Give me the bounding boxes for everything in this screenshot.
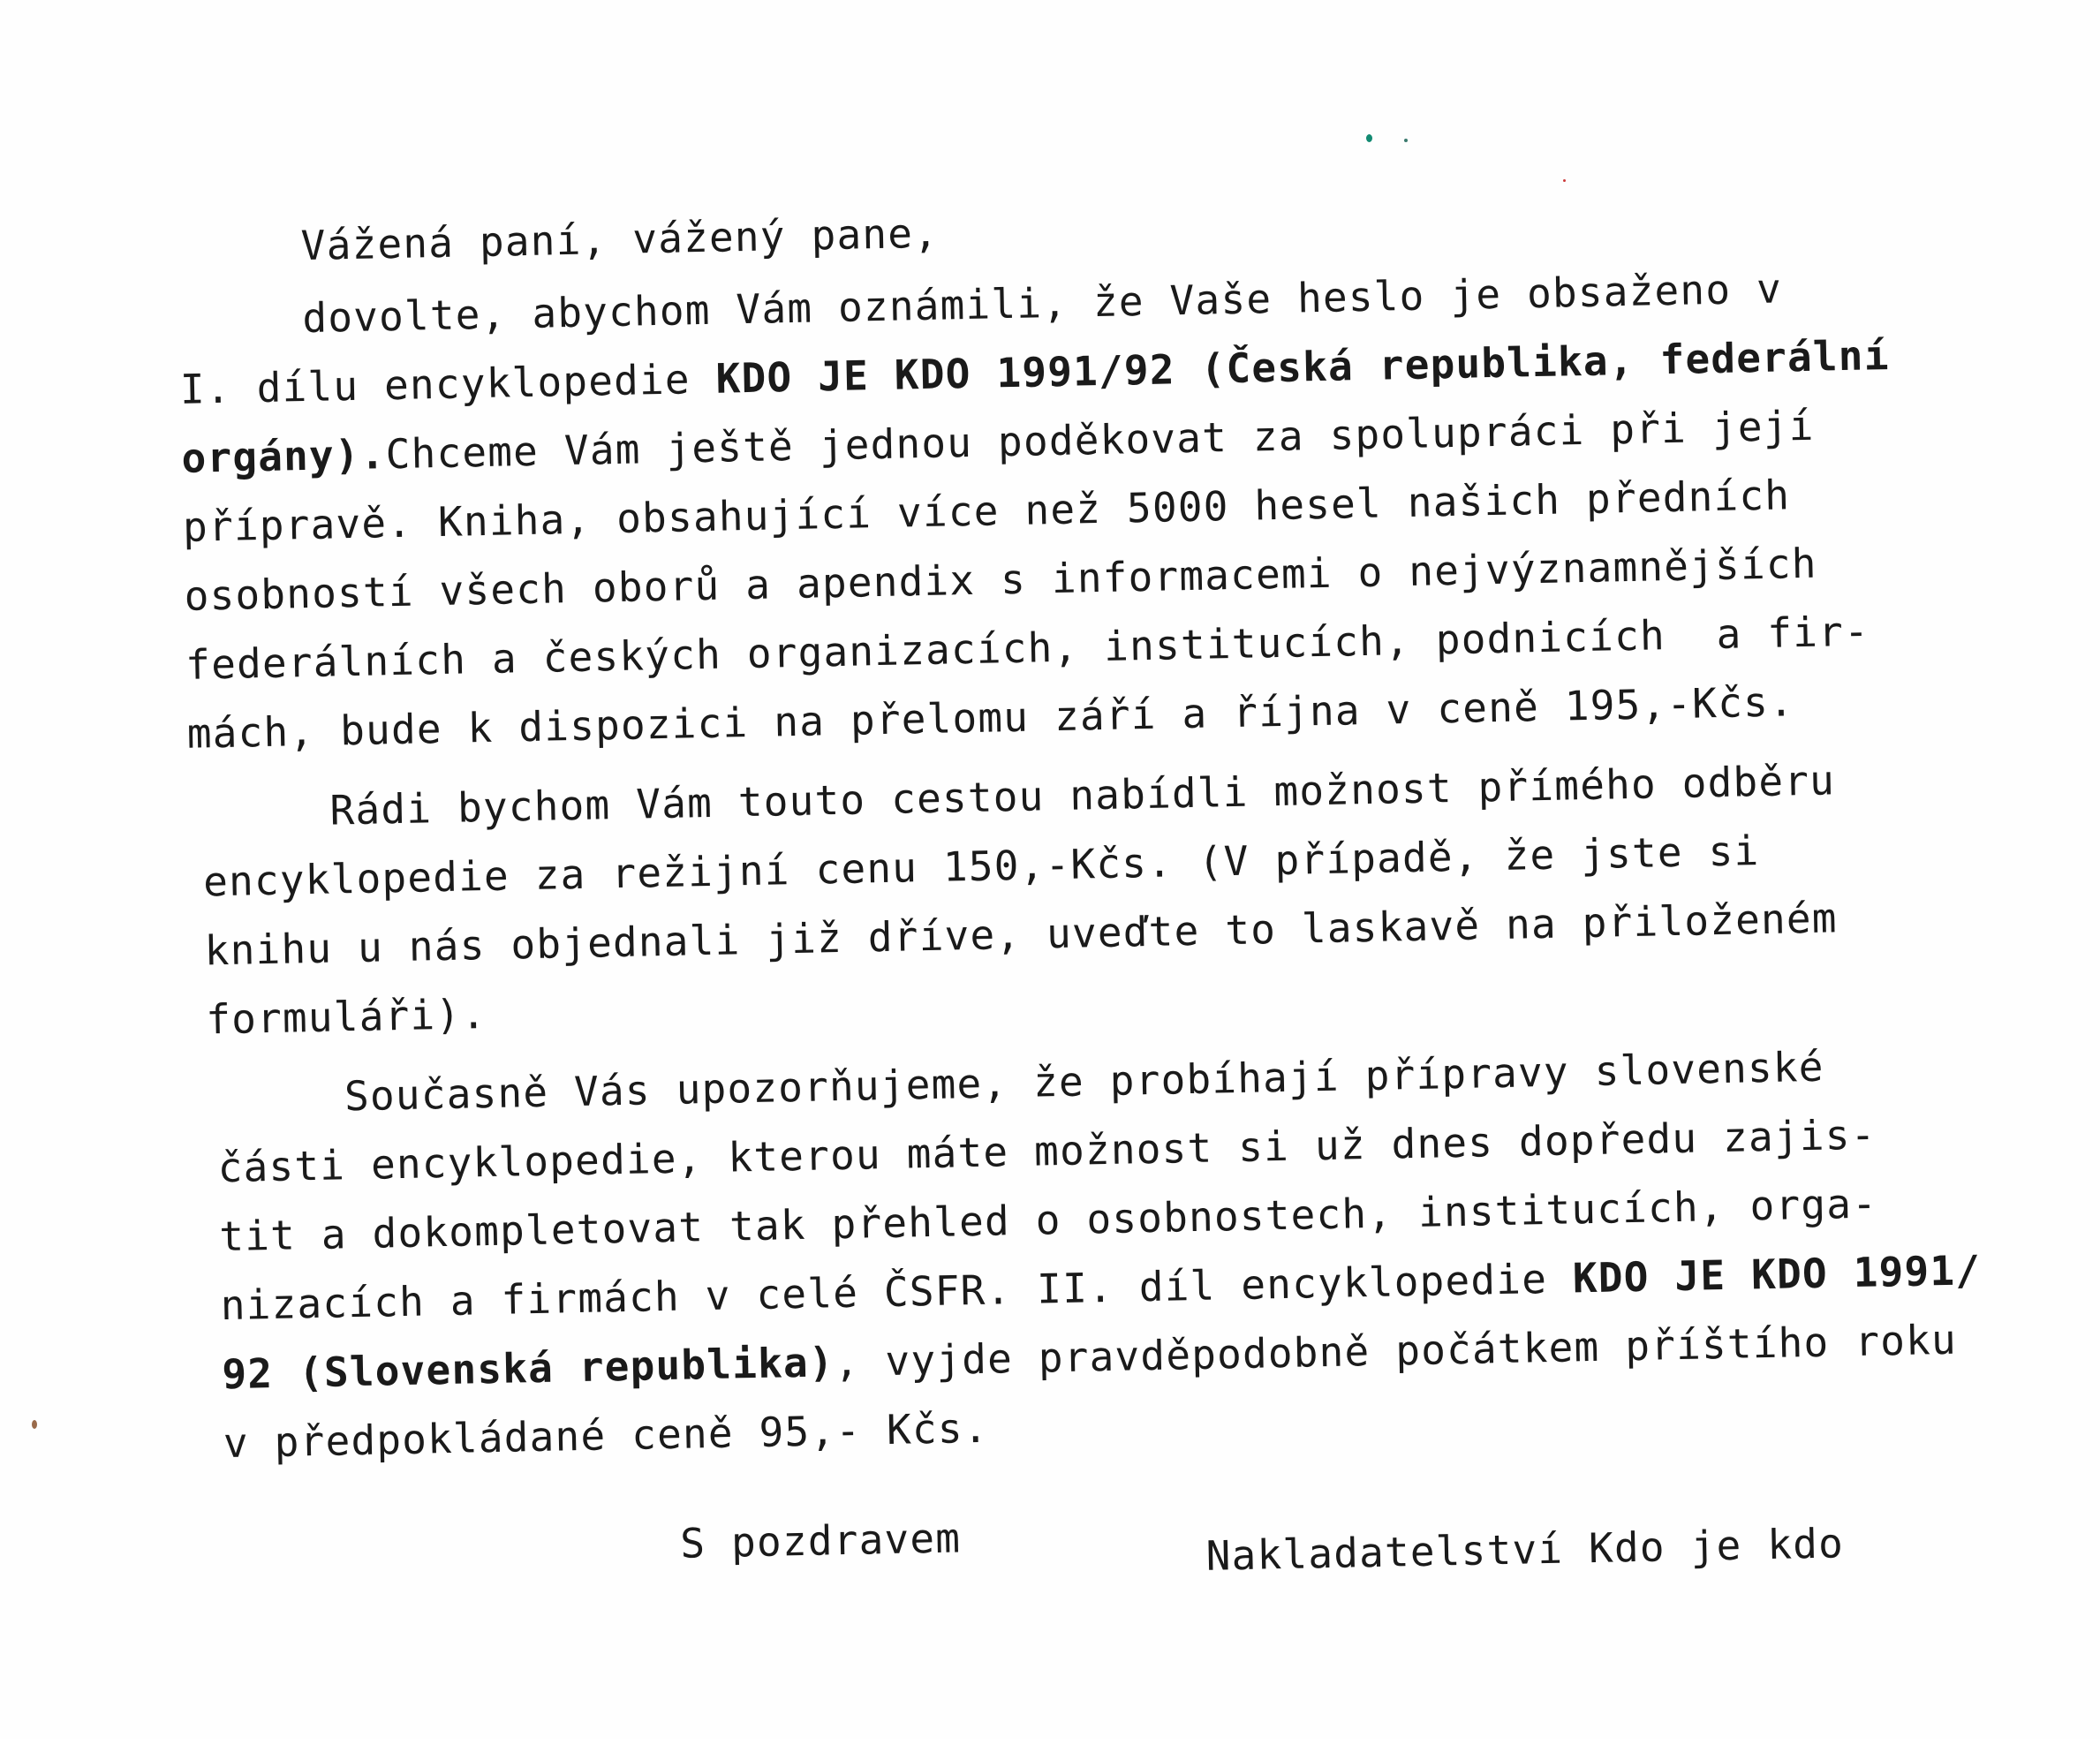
text: Chceme Vám ještě jednou poděkovat za spolupráci při její [385, 401, 1815, 479]
paragraph-2-line-1: Rádi bychom Vám touto cestou nabídli možnost přímého odběru [329, 756, 1836, 835]
paragraph-1-line-2 [179, 331, 1891, 413]
paragraph-1-line-1: dovolte, abychom Vám oznámili, že Vaše heslo je obsaženo v [301, 264, 1783, 343]
text: nizacích a firmách v celé ČSFR. II. díl encyklopedie [220, 1254, 1574, 1330]
paragraph-2-line-2: encyklopedie za režijní cenu 150,-Kčs. (V případě, že jste si [202, 827, 1760, 906]
paragraph-2-line-4: formuláři). [205, 990, 487, 1044]
paragraph-1-line-3 [181, 401, 1815, 482]
paragraph-3-line-6: v předpokládané ceně 95,- Kčs. [223, 1403, 990, 1468]
book-title-bold: orgány). [181, 430, 387, 482]
book-title-bold: 92 (Slovenská republika) [221, 1338, 835, 1399]
closing: S pozdravem [679, 1514, 962, 1567]
paragraph-3-line-4 [220, 1246, 1982, 1330]
paragraph-2-line-3: knihu u nás objednali již dříve, uveďte to laskavě na přiloženém [204, 894, 1839, 975]
book-title-bold: KDO JE KDO 1991/92 (Česká republika, federální [715, 331, 1891, 403]
paragraph-1-line-6: federálních a českých organizacích, institucích, podnicích a fir- [185, 607, 1870, 689]
signature: Nakladatelství Kdo je kdo [1205, 1519, 1845, 1580]
paragraph-1-line-4: přípravě. Kniha, obsahující více než 5000 hesel našich předních [182, 471, 1791, 551]
paragraph-3-line-2: části encyklopedie, kterou máte možnost si už dnes dopředu zajis- [217, 1110, 1877, 1192]
text: I. dílu encyklopedie [179, 354, 717, 413]
salutation: Vážená paní, vážený pane, [300, 208, 940, 270]
paragraph-3-line-5 [221, 1315, 1958, 1399]
paragraph-3-line-1: Současně Vás upozorňujeme, že probíhají přípravy slovenské [344, 1042, 1825, 1121]
text: , vyjde pravděpodobně počátkem příštího roku [834, 1315, 1958, 1386]
paragraph-1-line-5: osobností všech oborů a apendix s informacemi o nejvýznamnějších [184, 539, 1818, 620]
paragraph-1-line-7: mách, bude k dispozici na přelomu září a října v ceně 195,-Kčs. [186, 677, 1795, 758]
paragraph-3-line-3: tit a dokompletovat tak přehled o osobnostech, institucích, orga- [218, 1179, 1878, 1261]
book-title-bold: KDO JE KDO 1991/ [1572, 1246, 1982, 1303]
